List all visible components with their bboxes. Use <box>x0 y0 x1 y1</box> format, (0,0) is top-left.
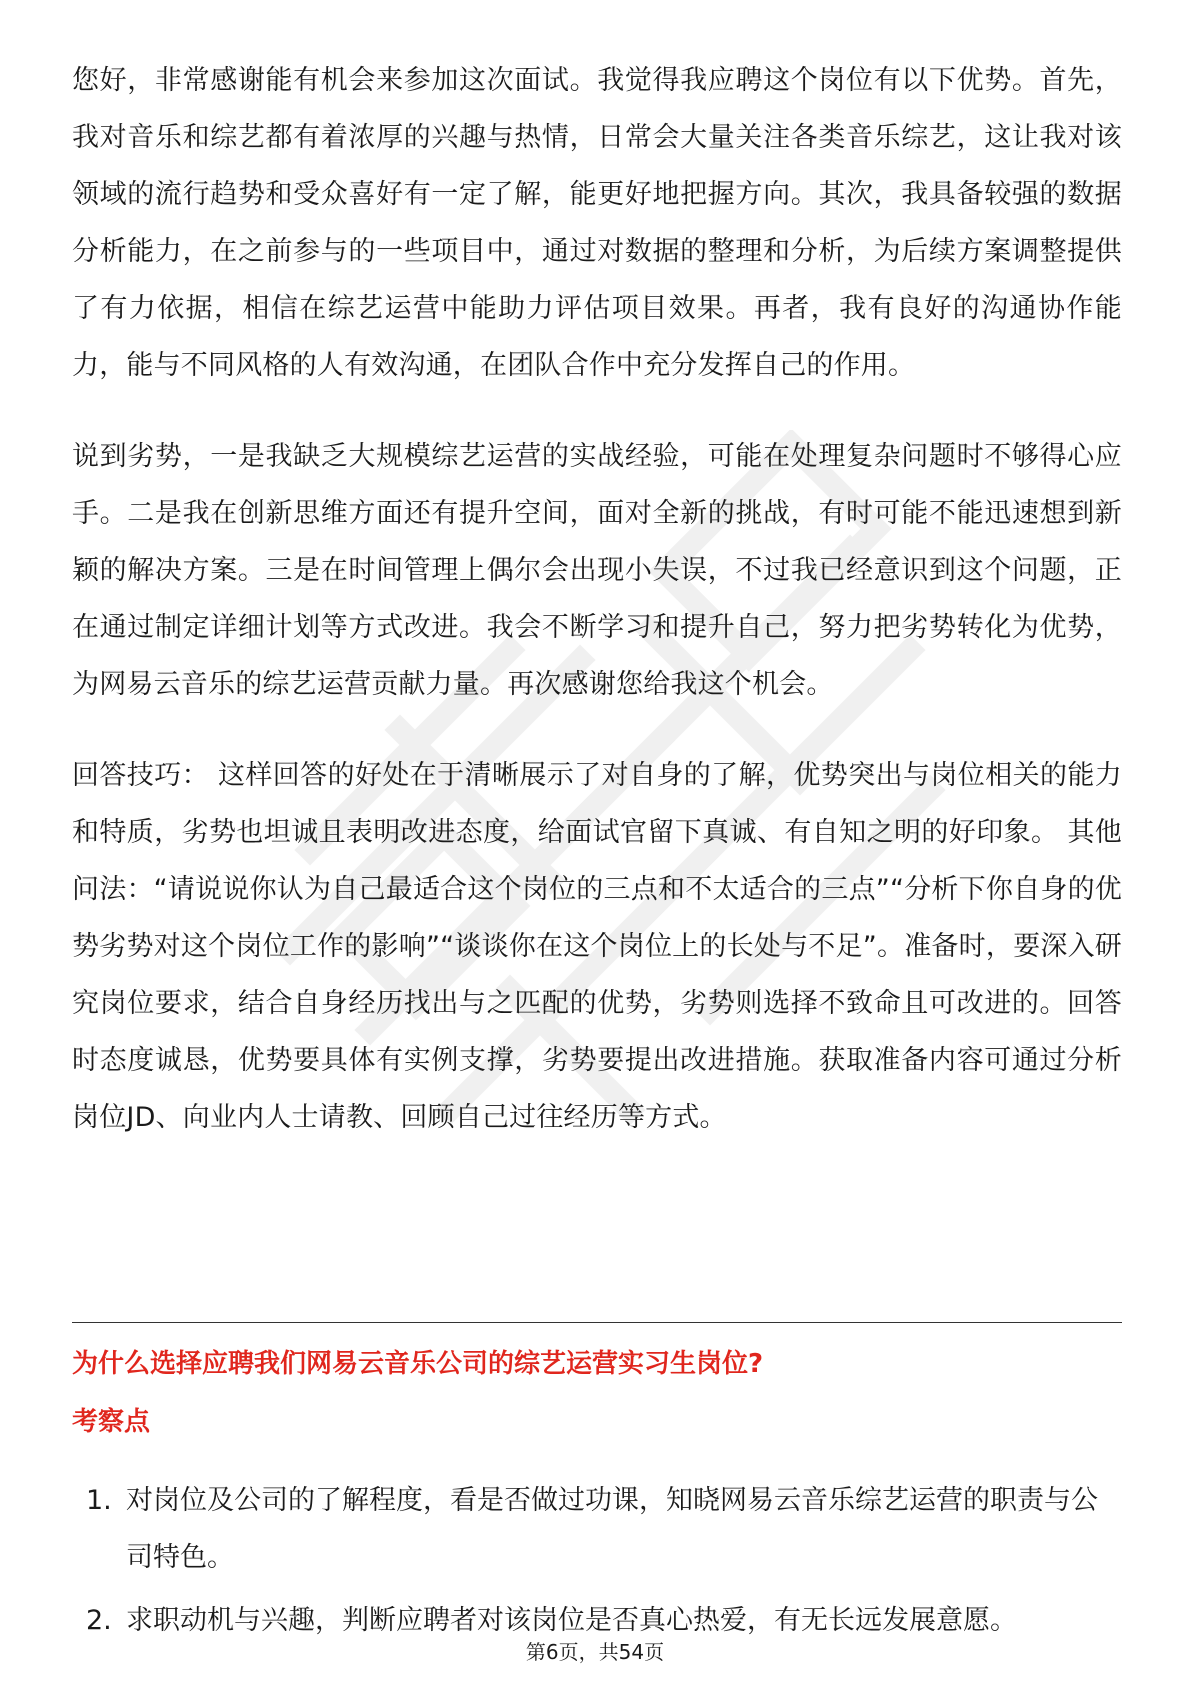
answer-body <box>72 52 1122 1146</box>
assessment-points-list <box>72 1472 1122 1655</box>
list-item-number: 1. <box>86 1485 112 1516</box>
answer-tips-paragraph: 回答技巧： 这样回答的好处在于清晰展示了对自身的了解，优势突出与岗位相关的能力和特质，劣势也坦诚且表明改进态度，给面试官留下真诚、有自知之明的好印象。 其他问法：“请说说你认为自己最适合这个岗位的三点和不太适合的三点”“分析下你自身的优势劣势对这个岗位工作的影响”“谈谈你在这个岗位上的长处与不足”。准备时，要深入研究岗位要求，结合自身经历找出与之匹配的优势，劣势则选择不致命且可改进的。回答时态度诚恳，优势要具体有实例支撑，劣势要提出改进措施。获取准备内容可通过分析岗位JD、向业内人士请教、回顾自己过往经历等方式。 <box>72 760 1122 1133</box>
answer-paragraph-strengths: 您好，非常感谢能有机会来参加这次面试。我觉得我应聘这个岗位有以下优势。首先，我对音乐和综艺都有着浓厚的兴趣与热情，日常会大量关注各类音乐综艺，这让我对该领域的流行趋势和受众喜好有一定了解，能更好地把握方向。其次，我具备较强的数据分析能力，在之前参与的一些项目中，通过对数据的整理和分析，为后续方案调整提供了有力依据，相信在综艺运营中能助力评估项目效果。再者，我有良好的沟通协作能力，能与不同风格的人有效沟通，在团队合作中充分发挥自己的作用。 <box>72 65 1122 381</box>
answer-paragraph-weaknesses: 说到劣势，一是我缺乏大规模综艺运营的实战经验，可能在处理复杂问题时不够得心应手。二是我在创新思维方面还有提升空间，面对全新的挑战，有时可能不能迅速想到新颖的解决方案。三是在时间管理上偶尔会出现小失误，不过我已经意识到这个问题，正在通过制定详细计划等方式改进。我会不断学习和提升自己，努力把劣势转化为优势，为网易云音乐的综艺运营贡献力量。再次感谢您给我这个机会。 <box>72 441 1122 700</box>
page-number-footer: 第6页，共54页 <box>525 1640 665 1664</box>
list-item <box>72 1472 1122 1586</box>
list-item-text: 对岗位及公司的了解程度，看是否做过功课，知晓网易云音乐综艺运营的职责与公司特色。 <box>126 1485 1098 1573</box>
section-divider <box>72 1322 1122 1323</box>
list-item-text: 求职动机与兴趣，判断应聘者对该岗位是否真心热爱，有无长远发展意愿。 <box>126 1605 1017 1636</box>
question-title: 为什么选择应聘我们网易云音乐公司的综艺运营实习生岗位? <box>72 1349 764 1379</box>
assessment-points-heading: 考察点 <box>72 1407 151 1437</box>
list-item-number: 2. <box>86 1605 112 1636</box>
